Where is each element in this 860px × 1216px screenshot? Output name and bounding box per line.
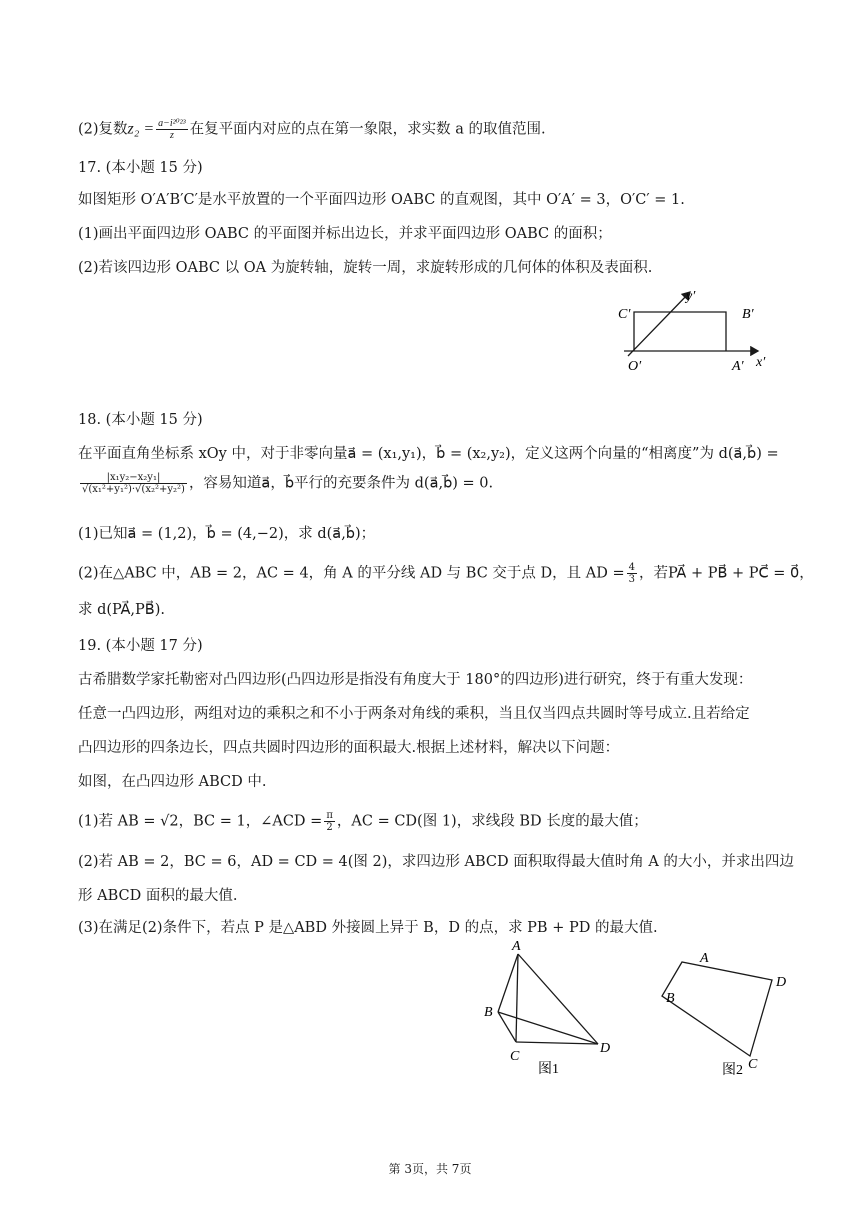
q18-frac-num: |x₁y₂−x₂y₁| [80, 472, 187, 484]
q19-part1-frac-num: π [326, 810, 333, 821]
q19-part2-line1: (2)若 AB = 2，BC = 6，AD = CD = 4(图 2)，求四边形 ABCD 面积取得最大值时角 A 的大小，并求出四边 [78, 854, 794, 870]
q18-header: 18. (本小题 15 分) [78, 412, 203, 428]
q19-part1-frac-den: 2 [326, 822, 333, 833]
q19-para3: 凸四边形的四条边长，四点共圆时四边形的面积最大.根据上述材料，解决以下问题： [78, 740, 620, 756]
q19-para4: 如图，在凸四边形 ABCD 中. [78, 774, 267, 790]
q16-part2 [78, 118, 546, 141]
q19-figure-1 [478, 936, 628, 1086]
q18-part2-frac-num: 4 [628, 562, 635, 573]
q17-label-y: y′ [686, 289, 696, 304]
q18-part2-frac-den: 3 [628, 574, 635, 585]
q19-fig1-label-d: D [600, 1041, 611, 1056]
q18-stem-line2 [78, 472, 493, 495]
q19-fig2-label-c: C [748, 1057, 758, 1072]
q18-part2-c: 求 d(PA⃗,PB⃗). [78, 602, 165, 618]
q19-fig2-label-a: A [700, 951, 709, 966]
q19-part2-line2: 形 ABCD 面积的最大值. [78, 888, 238, 904]
q17-label-a: A′ [732, 359, 744, 374]
q19-fig1-label-b: B [484, 1005, 493, 1020]
q16-part2-math: z₂ = [127, 120, 155, 138]
q18-stem-1a: 在平面直角坐标系 xOy 中，对于非零向量 [78, 446, 348, 462]
q19-part1-fraction [324, 810, 335, 833]
q19-fig1-caption: 图1 [538, 1062, 559, 1077]
q19-para2: 任意一凸四边形，两组对边的乘积之和不小于两条对角线的乘积，当且仅当四点共圆时等号成立.且若给定 [78, 706, 750, 722]
q17-label-o: O′ [628, 359, 642, 374]
q19-figure-2 [652, 944, 802, 1084]
q17-stem: 如图矩形 O′A′B′C′是水平放置的一个平面四边形 OABC 的直观图，其中 O′A′ = 3，O′C′ = 1. [78, 192, 685, 208]
q19-fig1-label-a: A [512, 939, 521, 954]
q19-part1-b: ，AC = CD(图 1)，求线段 BD 长度的最大值； [336, 813, 648, 830]
page-footer: 第 3页，共 7页 [388, 1162, 472, 1176]
q18-stem-1b: a⃗ = (x₁,y₁)，b⃗ = (x₂,y₂)，定义这两个向量的“相离度”为 d(a⃗,b⃗) = [347, 446, 779, 462]
q19-header: 19. (本小题 17 分) [78, 638, 203, 654]
q18-part1: (1)已知a⃗ = (1,2)，b⃗ = (4,−2)，求 d(a⃗,b⃗)； [78, 526, 376, 542]
q16-part2-lead: (2)复数 [78, 121, 128, 138]
q19-part1-a: (1)若 AB = √2，BC = 1，∠ACD = [78, 813, 323, 830]
q19-fig1-label-c: C [510, 1049, 520, 1064]
q18-part2 [78, 562, 814, 585]
q17-y-axis [628, 292, 690, 356]
q19-fig2-caption: 图2 [722, 1063, 743, 1078]
q19-para1: 古希腊数学家托勒密对凸四边形(凸四边形是指没有角度大于 180°的四边形)进行研究，终于有重大发现： [78, 672, 753, 688]
q18-part2-fraction [627, 562, 637, 585]
q17-part1: (1)画出平面四边形 OABC 的平面图并标出边长，并求平面四边形 OABC 的面积； [78, 226, 612, 242]
q16-part2-fraction [156, 118, 188, 141]
q16-frac-num: a−i²⁰²³ [158, 118, 186, 129]
q16-frac-den: z [169, 130, 174, 141]
q19-fig2-label-d: D [776, 975, 787, 990]
q17-figure [610, 280, 790, 380]
q18-part2-b: ，若PA⃗ + PB⃗ + PC⃗ = 0⃗， [638, 565, 814, 582]
q17-label-b: B′ [742, 307, 754, 322]
q17-rectangle [634, 312, 726, 351]
q18-part2-a: (2)在△ABC 中，AB = 2，AC = 4，角 A 的平分线 AD 与 BC 交于点 D，且 AD = [78, 565, 625, 582]
q19-part1 [78, 810, 648, 833]
q19-part3: (3)在满足(2)条件下，若点 P 是△ABD 外接圆上异于 B，D 的点，求 PB + PD 的最大值. [78, 920, 658, 936]
q18-stem-line1 [78, 444, 779, 464]
q18-distance-fraction [80, 472, 187, 495]
q19-fig2-label-b: B [666, 991, 675, 1006]
q16-part2-tail: 在复平面内对应的点在第一象限，求实数 a 的取值范围. [189, 121, 546, 138]
q17-label-c: C′ [618, 307, 631, 322]
q17-part2: (2)若该四边形 OABC 以 OA 为旋转轴，旋转一周，求旋转形成的几何体的体积及表面积. [78, 260, 653, 276]
q18-frac-den: √(x₁²+y₁²)·√(x₂²+y₂²) [82, 484, 185, 495]
q17-header: 17. (本小题 15 分) [78, 160, 203, 176]
q17-label-x: x′ [756, 355, 766, 370]
q18-stem-2-tail: ，容易知道a⃗，b⃗平行的充要条件为 d(a⃗,b⃗) = 0. [188, 475, 494, 492]
